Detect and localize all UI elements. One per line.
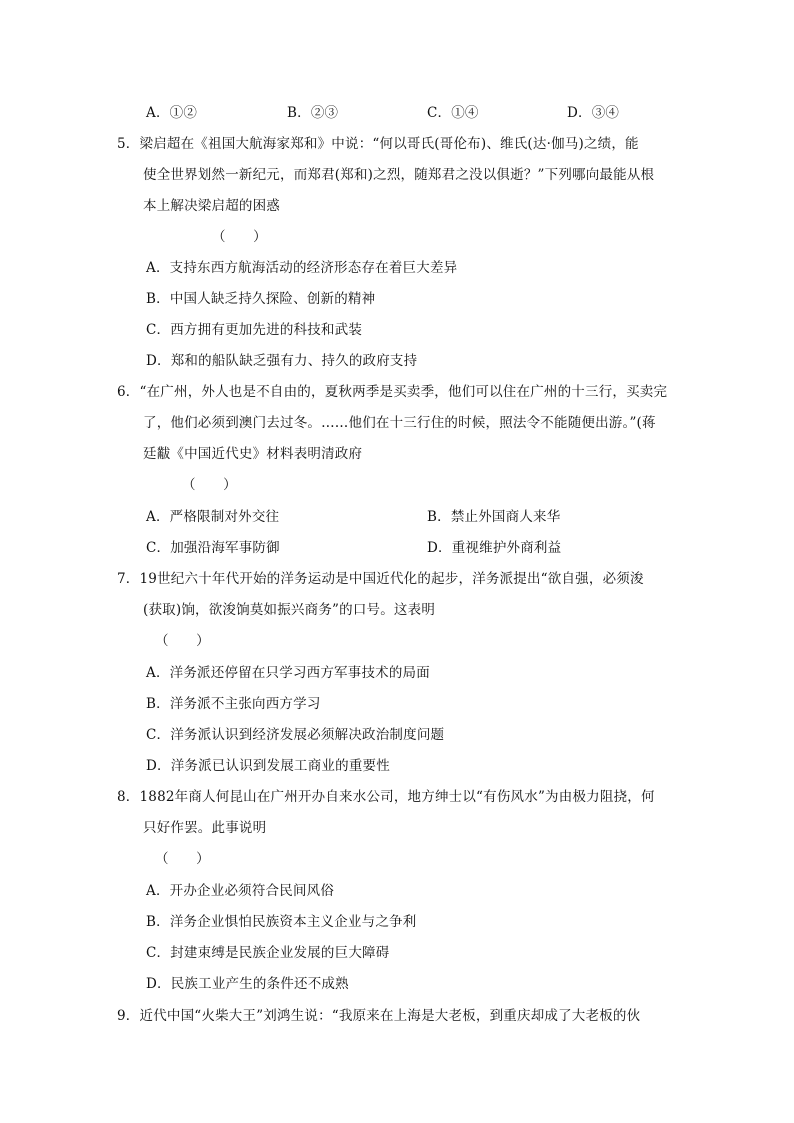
q5-stem-line-1: 5．梁启超在《祖国大航海家郑和》中说：“何以哥氏(哥伦布)、维氏(达·伽马)之绩，能 bbox=[117, 136, 639, 152]
q5-answer-blank: （ ） bbox=[212, 229, 267, 245]
q6-stem-line-2: 了，他们必须到澳门去过冬。……他们在十三行住的时候，照法令不能随便出游。”(蒋 bbox=[143, 415, 656, 431]
q4-option-b: B．②③ bbox=[287, 105, 339, 121]
q5-stem-line-3: 本上解决梁启超的困惑 bbox=[143, 198, 280, 214]
q6-option-d: D．重视维护外商利益 bbox=[427, 540, 562, 556]
q5-option-a: A．支持东西方航海活动的经济形态存在着巨大差异 bbox=[146, 260, 458, 276]
q4-option-c: C．①④ bbox=[427, 105, 479, 121]
q8-stem-line-2: 只好作罢。此事说明 bbox=[143, 820, 267, 836]
q8-option-d: D．民族工业产生的条件还不成熟 bbox=[146, 976, 349, 992]
q4-option-a: A．①② bbox=[146, 105, 198, 121]
q6-stem-line-3: 廷黻《中国近代史》材料表明清政府 bbox=[143, 446, 363, 462]
q7-answer-blank: （ ） bbox=[155, 633, 210, 649]
q7-stem-line-2: (获取)饷，欲浚饷莫如振兴商务”的口号。这表明 bbox=[143, 602, 436, 618]
q6-stem-line-1: 6．“在广州，外人也是不自由的，夏秋两季是买卖季，他们可以住在广州的十三行，买卖完 bbox=[117, 384, 668, 400]
q7-option-d: D．洋务派已认识到发展工商业的重要性 bbox=[146, 758, 390, 774]
q5-option-c: C．西方拥有更加先进的科技和武装 bbox=[146, 322, 363, 338]
q7-option-c: C．洋务派认识到经济发展必须解决政治制度问题 bbox=[146, 727, 445, 743]
q8-answer-blank: （ ） bbox=[155, 851, 210, 867]
q8-stem-line-1: 8．1882年商人何昆山在广州开办自来水公司，地方绅士以“有伤风水”为由极力阻挠，何 bbox=[117, 789, 655, 805]
q4-option-d: D．③④ bbox=[567, 105, 620, 121]
q6-option-c: C．加强沿海军事防御 bbox=[146, 540, 280, 556]
q7-stem-line-1: 7．19世纪六十年代开始的洋务运动是中国近代化的起步，洋务派提出“欲自强，必须浚 bbox=[117, 571, 644, 587]
q8-option-a: A．开办企业必须符合民间风俗 bbox=[146, 883, 335, 899]
q5-stem-line-2: 使全世界划然一新纪元，而郑君(郑和)之烈，随郑君之没以俱逝？”下列哪向最能从根 bbox=[143, 167, 655, 183]
q8-option-c: C．封建束缚是民族企业发展的巨大障碍 bbox=[146, 945, 390, 961]
q6-option-a: A．严格限制对外交往 bbox=[146, 509, 280, 525]
q5-option-d: D．郑和的船队缺乏强有力、持久的政府支持 bbox=[146, 353, 418, 369]
q5-option-b: B．中国人缺乏持久探险、创新的精神 bbox=[146, 291, 376, 307]
q7-option-b: B．洋务派不主张向西方学习 bbox=[146, 696, 321, 712]
q6-option-b: B．禁止外国商人来华 bbox=[427, 509, 561, 525]
q6-answer-blank: （ ） bbox=[182, 477, 237, 493]
q7-option-a: A．洋务派还停留在只学习西方军事技术的局面 bbox=[146, 665, 430, 681]
q8-option-b: B．洋务企业惧怕民族资本主义企业与之争利 bbox=[146, 914, 417, 930]
q9-stem-line-1: 9．近代中国“火柴大王”刘鸿生说：“我原来在上海是大老板，到重庆却成了大老板的伙 bbox=[117, 1008, 641, 1024]
